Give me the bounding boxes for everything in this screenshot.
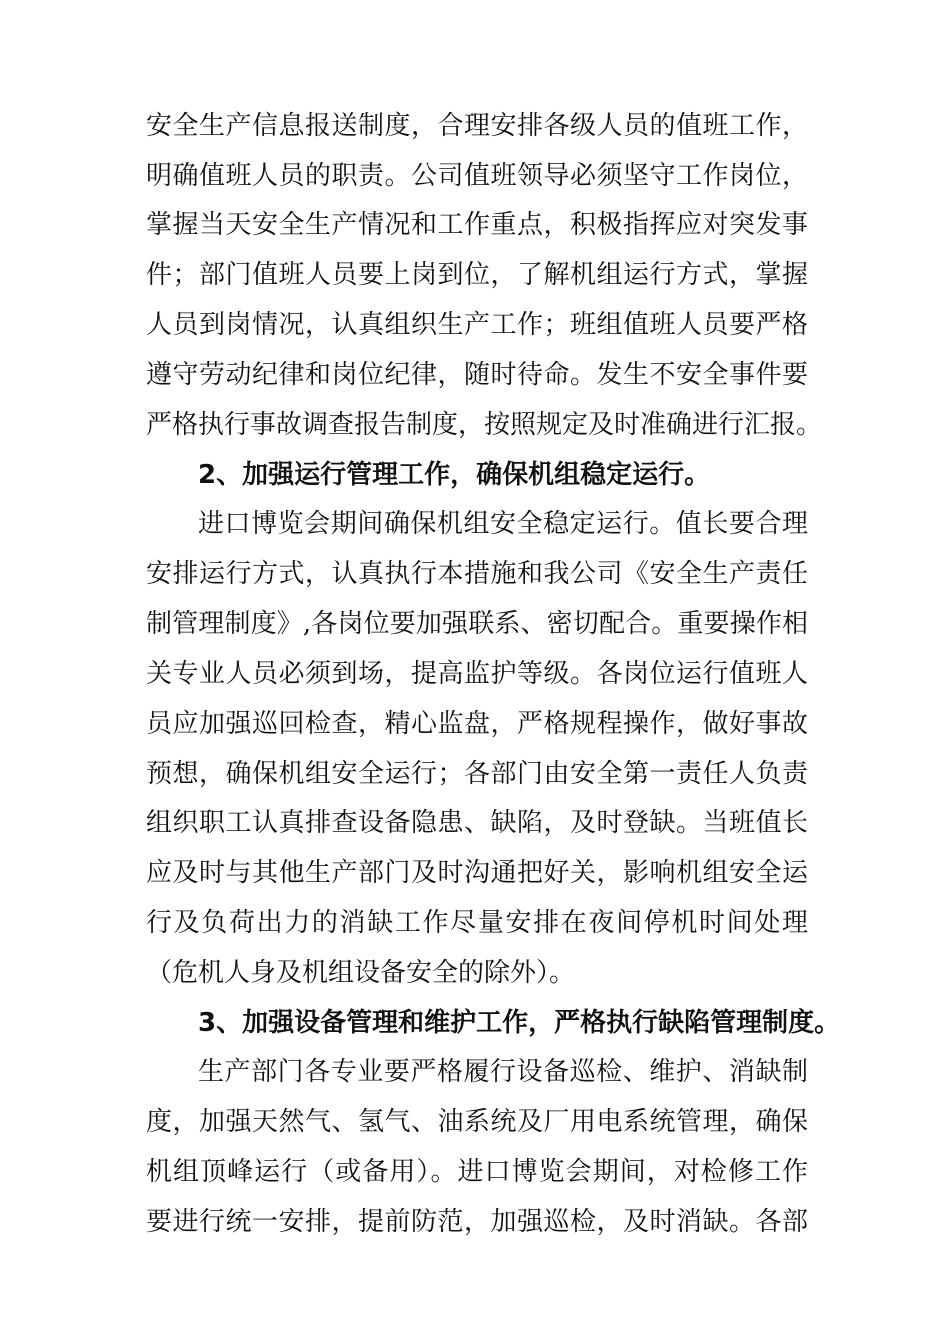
body-text-line: 严格执行事故调查报告制度，按照规定及时准确进行汇报。	[146, 410, 823, 440]
section-heading-3: 3、加强设备管理和维护工作，严格执行缺陷管理制度。	[198, 1008, 841, 1038]
body-text-line: 人员到岗情况，认真组织生产工作；班组值班人员要严格	[146, 310, 808, 340]
body-text-line: 组织职工认真排查设备隐患、缺陷，及时登缺。当班值长	[146, 808, 808, 838]
body-text-line: 制管理制度》,各岗位要加强联系、密切配合。重要操作相	[146, 609, 808, 639]
body-text-line: 生产部门各专业要严格履行设备巡检、维护、消缺制	[198, 1057, 808, 1087]
section-heading-2: 2、加强运行管理工作，确保机组稳定运行。	[198, 460, 711, 490]
body-text-line: 预想，确保机组安全运行；各部门由安全第一责任人负责	[146, 759, 808, 789]
body-text-line: 掌握当天安全生产情况和工作重点，积极指挥应对突发事	[146, 210, 808, 240]
body-text-line: 进口博览会期间确保机组安全稳定运行。值长要合理	[198, 509, 808, 539]
body-text-line: 员应加强巡回检查，精心监盘，严格规程操作，做好事故	[146, 709, 808, 739]
body-text-line: 行及负荷出力的消缺工作尽量安排在夜间停机时间处理	[146, 908, 808, 938]
body-text-line: 件；部门值班人员要上岗到位，了解机组运行方式，掌握	[146, 260, 808, 290]
body-text-line: （危机人身及机组设备安全的除外）。	[146, 958, 576, 988]
body-text-line: 机组顶峰运行（或备用）。进口博览会期间，对检修工作	[146, 1157, 808, 1187]
body-text-line: 安排运行方式，认真执行本措施和我公司《安全生产责任	[146, 559, 808, 589]
body-text-line: 应及时与其他生产部门及时沟通把好关，影响机组安全运	[146, 858, 808, 888]
body-text-line: 关专业人员必须到场，提高监护等级。各岗位运行值班人	[146, 659, 808, 689]
body-text-line: 遵守劳动纪律和岗位纪律，随时待命。发生不安全事件要	[146, 360, 808, 390]
body-text-line: 安全生产信息报送制度，合理安排各级人员的值班工作，	[146, 111, 808, 141]
body-text-line: 度，加强天然气、氢气、油系统及厂用电系统管理，确保	[146, 1107, 808, 1137]
body-text-line: 明确值班人员的职责。公司值班领导必须坚守工作岗位，	[146, 161, 808, 191]
body-text-line: 要进行统一安排，提前防范，加强巡检，及时消缺。各部	[146, 1207, 808, 1237]
